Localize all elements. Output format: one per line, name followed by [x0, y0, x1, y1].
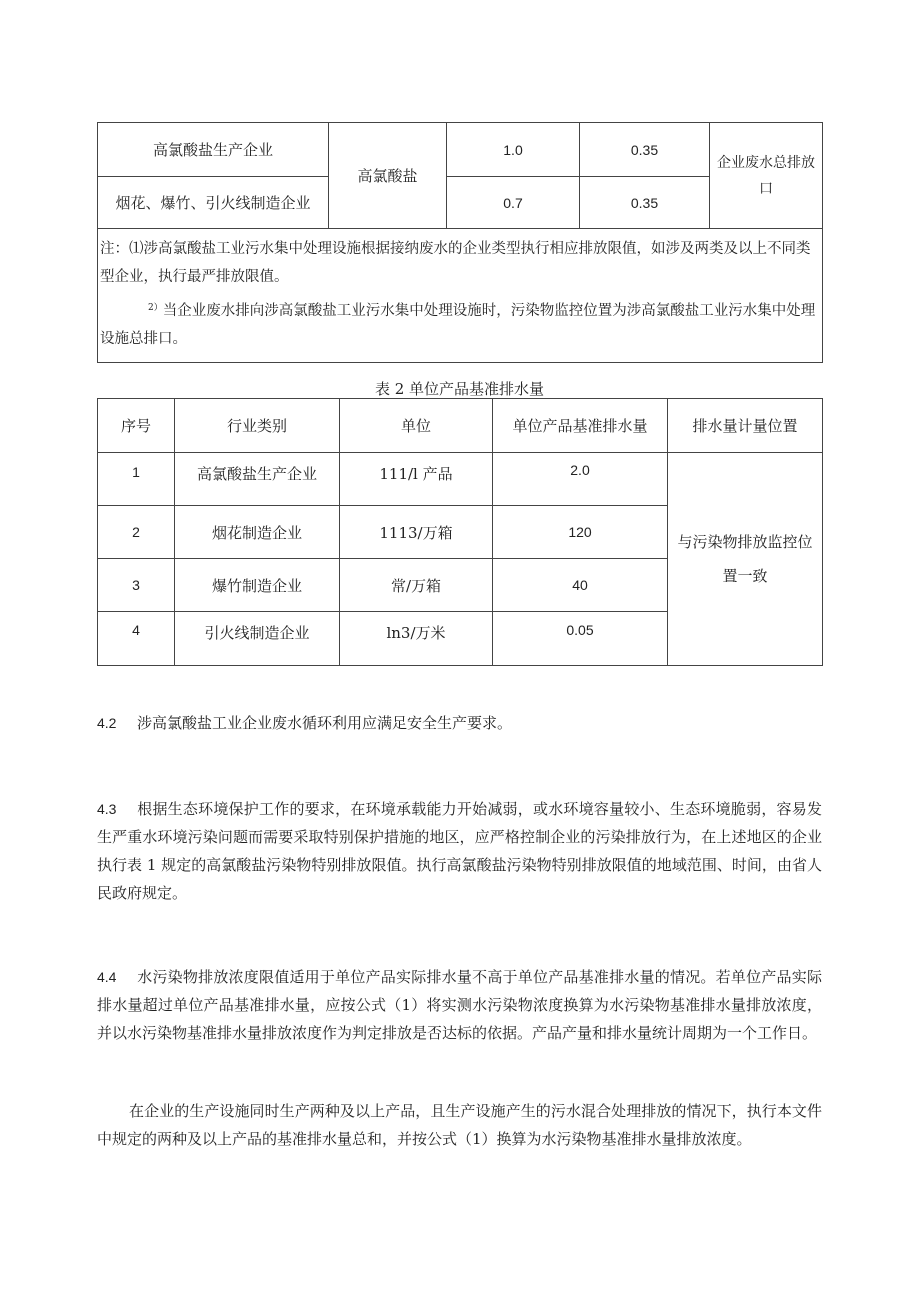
benchmark-value: 40: [493, 559, 668, 612]
note-2: [100, 294, 820, 353]
unit-cell: 111/l 产品: [340, 453, 493, 506]
row-number: 1: [98, 453, 175, 506]
industry-cell: 高氯酸盐生产企业: [98, 123, 329, 177]
section-text: 涉高氯酸盐工业企业废水循环利用应满足安全生产要求。: [137, 714, 513, 732]
note-1: 注：⑴涉高氯酸盐工业污水集中处理设施根据接纳废水的企业类型执行相应排放限值，如涉及两类及以上不同类型企业，执行最严排放限值。: [100, 241, 811, 285]
row-number: 4: [98, 612, 175, 666]
industry-cell: 爆竹制造企业: [175, 559, 340, 612]
limit-value-cell: 0.35: [580, 123, 710, 177]
note-2-marker: 2）: [148, 303, 163, 313]
pollutant-cell: 高氯酸盐: [329, 123, 447, 229]
industry-cell: 烟花、爆竹、引火线制造企业: [98, 177, 329, 229]
table-2-caption: 表 2 单位产品基准排水量: [374, 380, 545, 398]
emission-limit-table-continued: [97, 122, 823, 363]
section-number: 4.2: [97, 715, 117, 731]
drainage-location-cell: 与污染物排放监控位置一致: [668, 453, 823, 666]
limit-value-cell: 0.35: [580, 177, 710, 229]
benchmark-value: 0.05: [493, 612, 668, 666]
industry-cell: 高氯酸盐生产企业: [175, 453, 340, 506]
section-4-3: [97, 795, 822, 907]
benchmark-value: 120: [493, 506, 668, 559]
note-2-text: 当企业废水排向涉高氯酸盐工业污水集中处理设施时，污染物监控位置为涉高氯酸盐工业污水集中处理设施总排口。: [100, 303, 816, 347]
monitoring-location-cell: 企业废水总排放口: [710, 123, 823, 229]
section-4-4: [97, 963, 822, 1047]
section-4-2: [97, 709, 822, 737]
unit-cell: 常/万箱: [340, 559, 493, 612]
limit-value-cell: 1.0: [447, 123, 580, 177]
unit-cell: 1113/万箱: [340, 506, 493, 559]
section-number: 4.4: [97, 969, 117, 985]
industry-cell: 烟花制造企业: [175, 506, 340, 559]
header-cell: 单位产品基准排水量: [493, 399, 668, 453]
section-number: 4.3: [97, 801, 117, 817]
header-cell: 序号: [98, 399, 175, 453]
header-cell: 排水量计量位置: [668, 399, 823, 453]
table-note: [98, 229, 823, 363]
benchmark-value: 2.0: [493, 453, 668, 506]
header-cell: 单位: [340, 399, 493, 453]
section-text: 水污染物排放浓度限值适用于单位产品实际排水量不高于单位产品基准排水量的情况。若单位产品实际排水量超过单位产品基准排水量，应按公式（1）将实测水污染物浓度换算为水污染物基准排水量排放浓度，并以水污染物基准排水量排放浓度作为判定排放是否达标的依据。产品产量和排水量统计周期为一个工作日。: [97, 968, 822, 1042]
row-number: 2: [98, 506, 175, 559]
section-text: 根据生态环境保护工作的要求，在环境承载能力开始减弱，或水环境容量较小、生态环境脆弱，容易发生严重水环境污染问题而需要采取特别保护措施的地区，应严格控制企业的污染排放行为，在上述地区的企业执行表 1 规定的高氯酸盐污染物特别排放限值。执行高氯酸盐污染物特别排放限值的地域范围、时间，由省人民政府规定。: [97, 800, 822, 902]
header-cell: 行业类别: [175, 399, 340, 453]
limit-value-cell: 0.7: [447, 177, 580, 229]
benchmark-drainage-table: [97, 398, 823, 666]
industry-cell: 引火线制造企业: [175, 612, 340, 666]
unit-cell: ln3/万米: [340, 612, 493, 666]
row-number: 3: [98, 559, 175, 612]
body-paragraph: 在企业的生产设施同时生产两种及以上产品，且生产设施产生的污水混合处理排放的情况下，执行本文件中规定的两种及以上产品的基准排水量总和，并按公式（1）换算为水污染物基准排水量排放浓度。: [97, 1102, 822, 1148]
